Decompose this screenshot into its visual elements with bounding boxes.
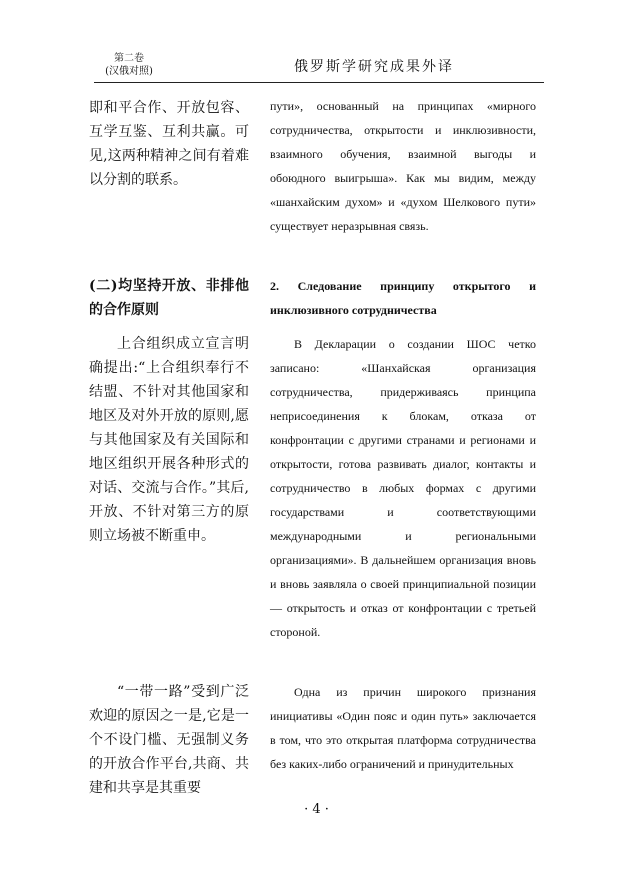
russian-section-heading: 2. Следование принципу открытого и инклюзивного сотрудничества	[270, 279, 536, 317]
russian-paragraph-1: пути», основанный на принципах «мирного сотрудничества, открытости и инклюзивности, взаимного обучения, взаимной выгоды и обоюдного выигрыша». Как мы видим, между «шанхайским духом» и «духом Шелкового пути» существует неразрывная связь.	[270, 99, 536, 233]
page-number: · 4 ·	[304, 802, 329, 817]
russian-paragraph-2: В Декларации о создании ШОС четко записано: «Шанхайская организация сотрудничества, придерживаясь принципа неприсоединения к блокам, отказа от конфронтации с другими странами и регионами и открытости, готова развивать диалог, контакты и сотрудничество в любых формах с другими государствами и соответствующими международными и региональными организациями». В дальнейшем организация вновь и вновь заявляла о своей принципиальной позиции — открытость и отказ от конфронтации с третьей стороной.	[270, 337, 536, 639]
chinese-section-heading: (二)均坚持开放、非排他的合作原则	[89, 278, 249, 318]
chinese-paragraph-2: 上合组织成立宣言明确提出:“上合组织奉行不结盟、不针对其他国家和地区及对外开放的原则,愿与其他国家及有关国际和地区组织开展各种形式的对话、交流与合作。”其后,开放、不针对第三方的原则立场被不断重申。	[89, 336, 249, 544]
russian-paragraph-3: Одна из причин широкого признания инициативы «Один пояс и один путь» заключается в том, что это открытая платформа сотрудничества без каких-либо ограничений и принудительных	[270, 685, 536, 771]
header-divider	[94, 82, 544, 83]
volume-number: 第二卷	[114, 53, 144, 64]
book-title: 俄罗斯学研究成果外译	[294, 59, 454, 75]
chinese-paragraph-1: 即和平合作、开放包容、互学互鉴、互利共赢。可见,这两种精神之间有着难以分割的联系。	[89, 100, 249, 188]
bilingual-note: (汉俄对照)	[105, 66, 153, 77]
chinese-paragraph-3: “一带一路”受到广泛欢迎的原因之一是,它是一个不设门槛、无强制义务的开放合作平台,共商、共建和共享是其重要	[89, 684, 249, 796]
volume-label	[94, 52, 164, 78]
